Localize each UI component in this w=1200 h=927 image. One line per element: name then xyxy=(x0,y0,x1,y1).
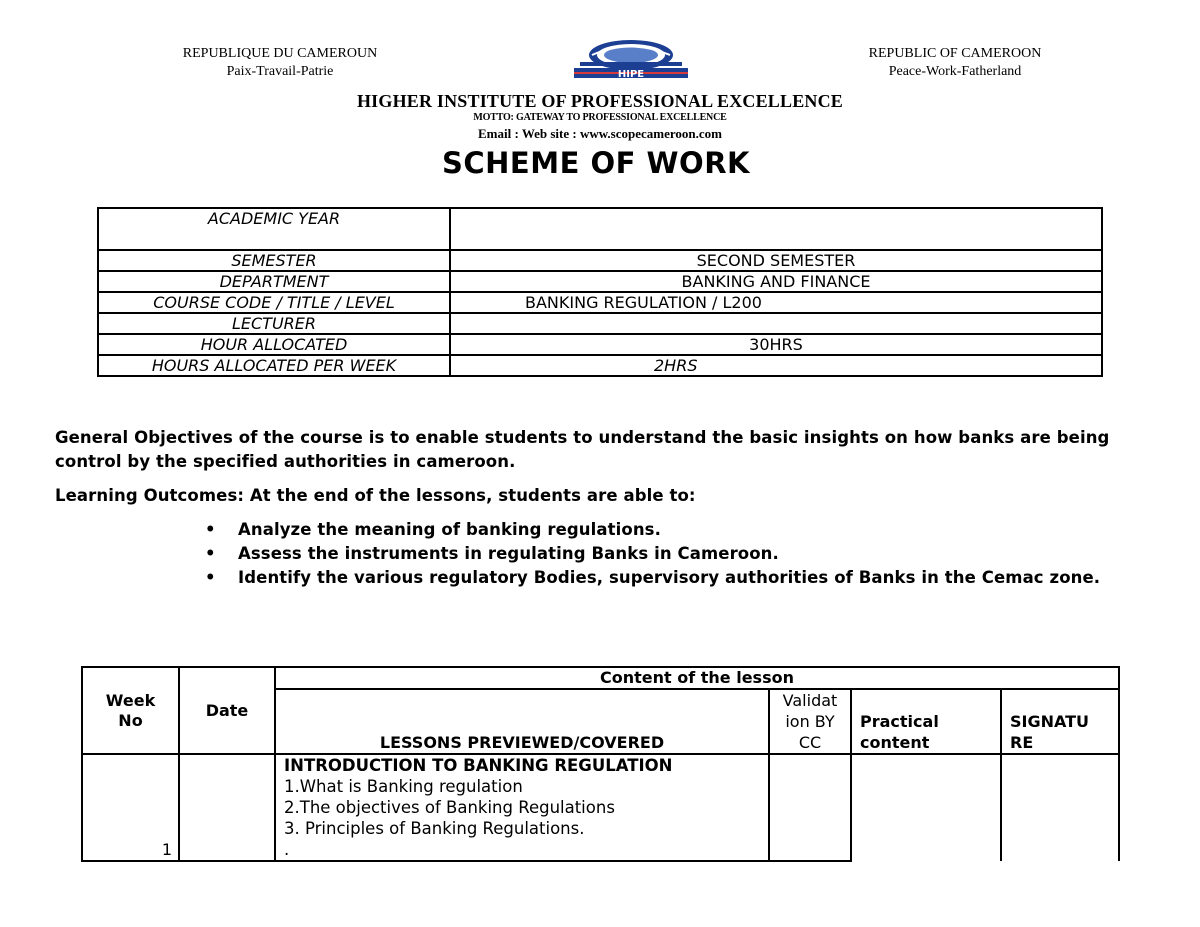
week-no-cell: 1 xyxy=(82,754,179,861)
info-row-hours-per-week xyxy=(98,355,1102,376)
practical-content-header: Practical content xyxy=(851,689,1001,754)
info-label: LECTURER xyxy=(98,313,450,334)
info-label: HOUR ALLOCATED xyxy=(98,334,450,355)
lessons-header-row-1 xyxy=(82,667,1119,689)
list-item xyxy=(205,566,1145,590)
info-value xyxy=(450,208,1102,250)
info-label: ACADEMIC YEAR xyxy=(98,208,450,250)
date-cell xyxy=(179,754,275,861)
lesson-line: 3. Principles of Banking Regulations. xyxy=(284,819,585,838)
lesson-line: . xyxy=(284,840,290,859)
paix-travail-patrie: Paix-Travail-Patrie xyxy=(226,64,334,79)
info-label: COURSE CODE / TITLE / LEVEL xyxy=(98,292,450,313)
date-header: Date xyxy=(179,667,275,754)
lesson-title: INTRODUCTION TO BANKING REGULATION xyxy=(284,756,673,775)
lessons-covered-header: LESSONS PREVIEWED/COVERED xyxy=(275,689,769,754)
info-value: BANKING AND FINANCE xyxy=(450,271,1102,292)
outcome-text: Identify the various regulatory Bodies, supervisory authorities of Banks in the Cemac zone. xyxy=(238,568,1101,587)
info-label: SEMESTER xyxy=(98,250,450,271)
page-title: SCHEME OF WORK xyxy=(441,146,751,180)
info-value: 30HRS xyxy=(450,334,1102,355)
signature-header: SIGNATU RE xyxy=(1001,689,1119,754)
info-value: SECOND SEMESTER xyxy=(450,250,1102,271)
bullet-icon: • xyxy=(205,544,216,563)
info-value: BANKING REGULATION / L200 xyxy=(450,292,1102,313)
list-item xyxy=(205,542,1145,566)
list-item xyxy=(205,518,1145,542)
info-value: 2HRS xyxy=(450,355,1102,376)
lesson-content-cell xyxy=(275,754,769,861)
validation-header: Validat ion BY CC xyxy=(769,689,851,754)
lesson-line: 2.The objectives of Banking Regulations xyxy=(284,798,615,817)
course-info-table xyxy=(97,207,1103,377)
learning-outcomes-intro: Learning Outcomes: At the end of the lessons, students are able to: xyxy=(55,486,696,505)
motto: MOTTO: GATEWAY TO PROFESSIONAL EXCELLENCE xyxy=(473,112,727,123)
info-label: DEPARTMENT xyxy=(98,271,450,292)
general-objectives: General Objectives of the course is to enable students to understand the basic insights on how banks are being control by the specified authorities in cameroon. xyxy=(55,428,1110,471)
logo-text: HIPE xyxy=(617,69,645,80)
institute-name: HIGHER INSTITUTE OF PROFESSIONAL EXCELLENCE xyxy=(356,91,844,111)
signature-cell xyxy=(1001,754,1119,861)
lesson-line: 1.What is Banking regulation xyxy=(284,777,523,796)
info-row-academic-year xyxy=(98,208,1102,250)
week-no-header: Week No xyxy=(82,667,179,754)
validation-cell xyxy=(769,754,851,861)
header-left-block xyxy=(140,45,420,81)
practical-content-cell xyxy=(851,754,1001,861)
email-website: Email : Web site : www.scopecameroon.com xyxy=(478,126,722,141)
content-of-lesson-header: Content of the lesson xyxy=(275,667,1119,689)
table-row xyxy=(82,754,1119,861)
bullet-icon: • xyxy=(205,520,216,539)
info-row-lecturer xyxy=(98,313,1102,334)
lessons-table xyxy=(81,666,1120,862)
header-right-block xyxy=(820,45,1090,81)
outcome-text: Assess the instruments in regulating Banks in Cameroon. xyxy=(238,544,779,563)
info-row-department xyxy=(98,271,1102,292)
bullet-icon: • xyxy=(205,568,216,587)
peace-work-fatherland: Peace-Work-Fatherland xyxy=(888,64,1022,79)
info-row-course-code xyxy=(98,292,1102,313)
info-value xyxy=(450,313,1102,334)
outcome-text: Analyze the meaning of banking regulations. xyxy=(238,520,661,539)
republic-of-cameroon: REPUBLIC OF CAMEROON xyxy=(868,46,1042,61)
learning-outcomes-list xyxy=(205,518,1145,590)
republique-du-cameroun: REPUBLIQUE DU CAMEROUN xyxy=(182,46,378,61)
hipe-logo xyxy=(572,38,690,80)
info-label: HOURS ALLOCATED PER WEEK xyxy=(98,355,450,376)
info-row-semester xyxy=(98,250,1102,271)
info-row-hour-allocated xyxy=(98,334,1102,355)
